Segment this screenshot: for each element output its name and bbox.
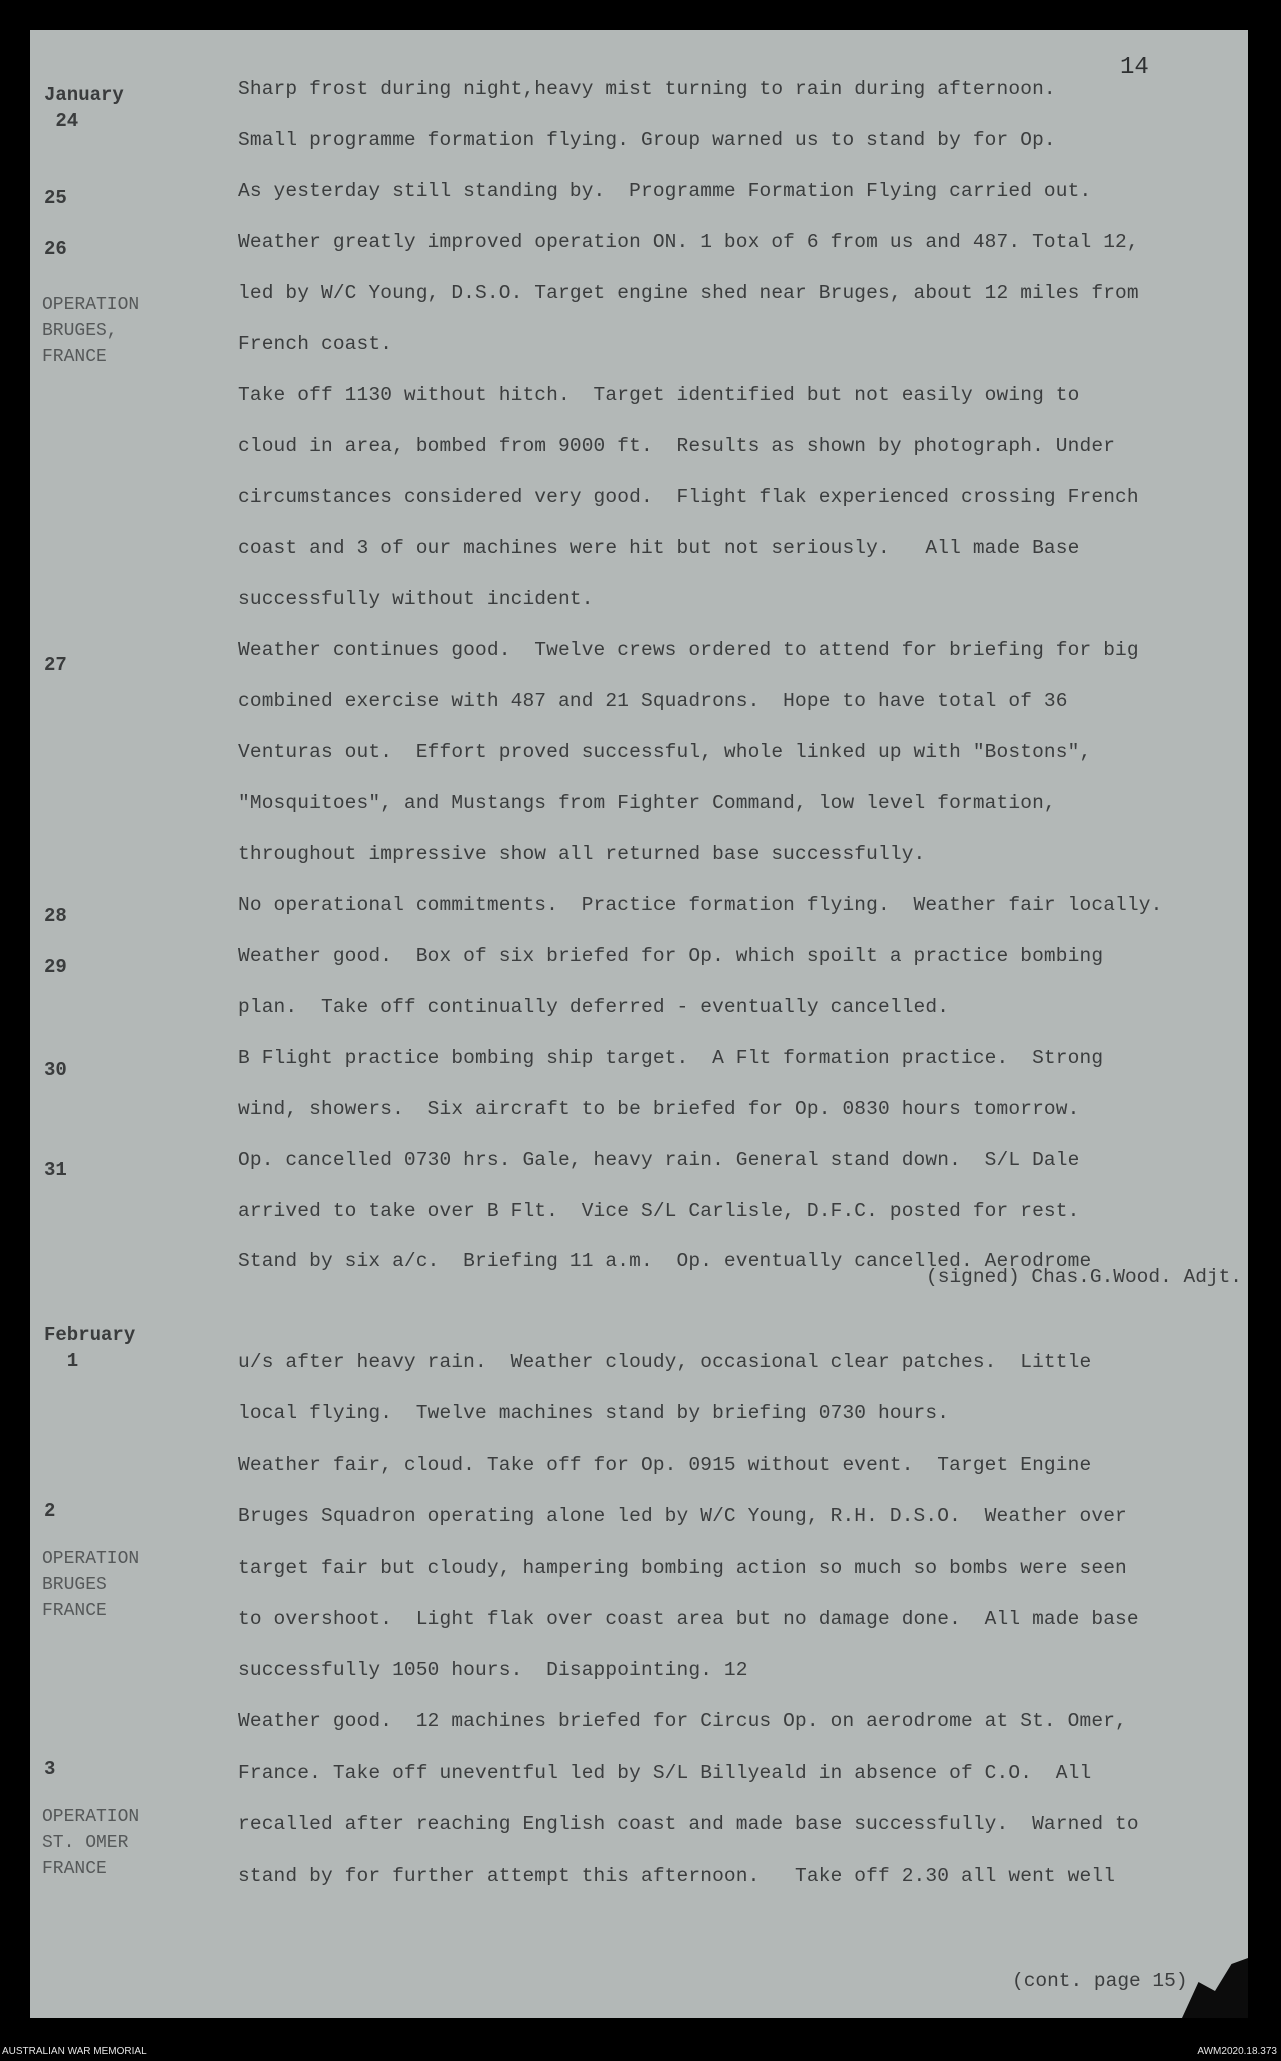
entry-date: 26 — [44, 238, 67, 260]
entry-text-line: plan. Take off continually deferred - eventually cancelled. — [238, 996, 950, 1018]
entry-text-line: No operational commitments. Practice formation flying. Weather fair locally. — [238, 894, 1163, 916]
entry-text-line: Sharp frost during night,heavy mist turning to rain during afternoon. — [238, 78, 1056, 100]
entry-text-line: throughout impressive show all returned base successfully. — [238, 843, 926, 865]
entry-date: 25 — [44, 187, 67, 209]
entry-text-line: Weather good. 12 machines briefed for Circus Op. on aerodrome at St. Omer, — [238, 1710, 1127, 1732]
entry-date: 3 — [44, 1758, 56, 1780]
operation-label: OPERATION BRUGES, FRANCE — [42, 295, 140, 367]
entry-date: 27 — [44, 654, 67, 676]
entry-text-line: "Mosquitoes", and Mustangs from Fighter Command, low level formation, — [238, 792, 1056, 814]
entry-text-line: arrived to take over B Flt. Vice S/L Carlisle, D.F.C. posted for rest. — [238, 1200, 1080, 1222]
entry-text-line: Weather fair, cloud. Take off for Op. 0915 without event. Target Engine — [238, 1454, 1092, 1476]
entry-text-line: As yesterday still standing by. Programme Formation Flying carried out. — [238, 180, 1092, 202]
operation-label: OPERATION ST. OMER FRANCE — [42, 1807, 140, 1879]
entry-text-line: wind, showers. Six aircraft to be briefed for Op. 0830 hours tomorrow. — [238, 1098, 1080, 1120]
entry-text-line: France. Take off uneventful led by S/L Billyeald in absence of C.O. All — [238, 1762, 1092, 1784]
entry-text-line: French coast. — [238, 333, 393, 355]
entry-text-line: circumstances considered very good. Flight flak experienced crossing French — [238, 486, 1139, 508]
entry-date: 29 — [44, 956, 67, 978]
entry-text-line: recalled after reaching English coast and made base successfully. Warned to — [238, 1813, 1139, 1835]
entry-text-line: Venturas out. Effort proved successful, whole linked up with "Bostons", — [238, 741, 1092, 763]
entry-text-line: Op. cancelled 0730 hrs. Gale, heavy rain. General stand down. S/L Dale — [238, 1149, 1080, 1171]
entry-text-line: successfully without incident. — [238, 588, 594, 610]
entry-text-line: Small programme formation flying. Group warned us to stand by for Op. — [238, 129, 1056, 151]
continuation-note: (cont. page 15) — [1012, 1970, 1188, 1992]
entry-text-line: coast and 3 of our machines were hit but not seriously. All made Base — [238, 537, 1080, 559]
entry-text-line: Weather greatly improved operation ON. 1 box of 6 from us and 487. Total 12, — [238, 231, 1139, 253]
entry-date: 2 — [44, 1500, 56, 1522]
entry-text-line: Stand by six a/c. Briefing 11 a.m. Op. eventually cancelled. Aerodrome — [238, 1250, 1092, 1272]
entry-text-line: Take off 1130 without hitch. Target identified but not easily owing to — [238, 384, 1080, 406]
entry-text-line: B Flight practice bombing ship target. A Flt formation practice. Strong — [238, 1047, 1104, 1069]
entry-text-line: led by W/C Young, D.S.O. Target engine shed near Bruges, about 12 miles from — [238, 282, 1139, 304]
entry-text-line: combined exercise with 487 and 21 Squadrons. Hope to have total of 36 — [238, 690, 1068, 712]
entry-text-line: successfully 1050 hours. Disappointing. 12 — [238, 1659, 748, 1681]
entry-text-line: Weather good. Box of six briefed for Op. which spoilt a practice bombing — [238, 945, 1104, 967]
adjutant-signature: (signed) Chas.G.Wood. Adjt. — [926, 1266, 1242, 1288]
entry-text-line: local flying. Twelve machines stand by briefing 0730 hours. — [238, 1402, 950, 1424]
entry-text-line: Bruges Squadron operating alone led by W/C Young, R.H. D.S.O. Weather over — [238, 1505, 1127, 1527]
entry-date: 31 — [44, 1159, 67, 1181]
entry-text-line: target fair but cloudy, hampering bombing action so much so bombs were seen — [238, 1557, 1127, 1579]
entry-date: February 1 — [44, 1324, 136, 1372]
footer-reference: AWM2020.18.373 — [1197, 2046, 1277, 2057]
footer-archive-name: AUSTRALIAN WAR MEMORIAL — [2, 2046, 147, 2057]
entry-text-line: to overshoot. Light flak over coast area but no damage done. All made base — [238, 1608, 1139, 1630]
entry-date: 28 — [44, 905, 67, 927]
entry-text-line: stand by for further attempt this afternoon. Take off 2.30 all went well — [238, 1865, 1116, 1887]
entry-text-line: Weather continues good. Twelve crews ordered to attend for briefing for big — [238, 639, 1139, 661]
entry-date: 30 — [44, 1059, 67, 1081]
entry-text-line: u/s after heavy rain. Weather cloudy, occasional clear patches. Little — [238, 1351, 1092, 1373]
page-number: 14 — [1120, 54, 1149, 81]
entry-date: January 24 — [44, 84, 124, 132]
document-page — [30, 30, 1248, 2018]
operation-label: OPERATION BRUGES FRANCE — [42, 1549, 140, 1621]
entry-text-line: cloud in area, bombed from 9000 ft. Results as shown by photograph. Under — [238, 435, 1116, 457]
